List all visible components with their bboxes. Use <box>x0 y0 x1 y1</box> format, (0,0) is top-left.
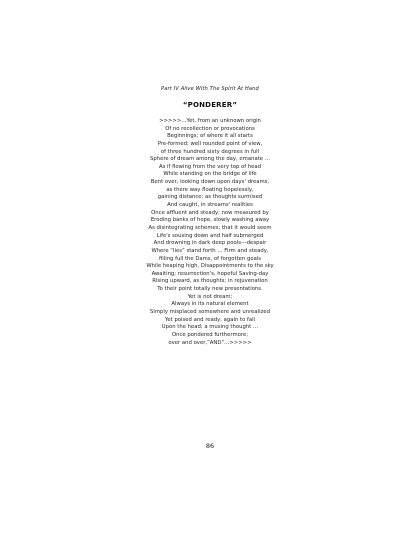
poem-line: as there way floating hopelessly, <box>166 186 254 193</box>
poem-line: of three hundred sixty degrees in full <box>160 148 260 155</box>
poem-body <box>0 118 420 347</box>
poem-title: “PONDERER” <box>182 101 238 109</box>
page-number: 86 <box>205 442 215 450</box>
poem-line: Simply misplaced somewhere and unrealized <box>150 309 270 316</box>
poem-line: Life's sousing down and half submerged <box>156 232 264 239</box>
poem-line: Rising upward, as thoughts; in rejuvenation <box>152 278 268 285</box>
poem-line: over and over,”AND”…>>>>> <box>168 339 252 346</box>
poem-line: filling full the Dams, of forgotten goals <box>158 255 262 262</box>
poem-line: As if flowing from the very top of head <box>158 163 262 170</box>
poem-line: Once affluent and steady; now measured by <box>151 209 269 216</box>
poem-line: As disintegrating schemes; that it would seem <box>148 224 272 231</box>
poem-line: Upon the head; a musing thought … <box>161 324 259 331</box>
poem-line: And caught, in streams' realities <box>167 202 253 209</box>
poem-line: Of no recollection or provocations <box>165 125 255 132</box>
poem-line: Pre-formed; well rounded point of view, <box>157 140 263 147</box>
poem-line: Yet poised and ready, again to fall <box>164 316 256 323</box>
poem-line: Once pondered furthermore; <box>171 331 248 338</box>
poem-line: To their point totally new presentations. <box>157 286 263 293</box>
poem-line: >>>>>…Yet, from an unknown origin <box>159 118 261 124</box>
poem-line: Bent over, looking down upon days' dreams, <box>150 179 270 186</box>
poem-line: Where “lies” stand forth … Firm and steady, <box>151 247 269 254</box>
poem-line: Awaiting; resurrection's, hopeful Saving-day <box>151 270 269 277</box>
poem-line: Always in its natural element <box>171 301 249 308</box>
poem-line: While standing on the bridge of life <box>163 171 257 178</box>
poem-line: While heaping high, Disappointments to the sky <box>146 263 274 270</box>
poem-line: Eroding banks of hope, slowly washing away <box>150 217 270 224</box>
poem-line: Sphere of dream among the day, emanate … <box>149 156 271 163</box>
poem-line: And drowning in dark deep pools---despair <box>153 240 267 247</box>
poem-line: Yet is not dream; <box>187 293 233 300</box>
poem-line: gaining distance; as thoughts surmised <box>157 194 263 201</box>
poem-line: Beginnings; of where it all starts <box>167 133 253 140</box>
part-title: Part IV Alive With The Spirit At Hand <box>161 86 259 92</box>
